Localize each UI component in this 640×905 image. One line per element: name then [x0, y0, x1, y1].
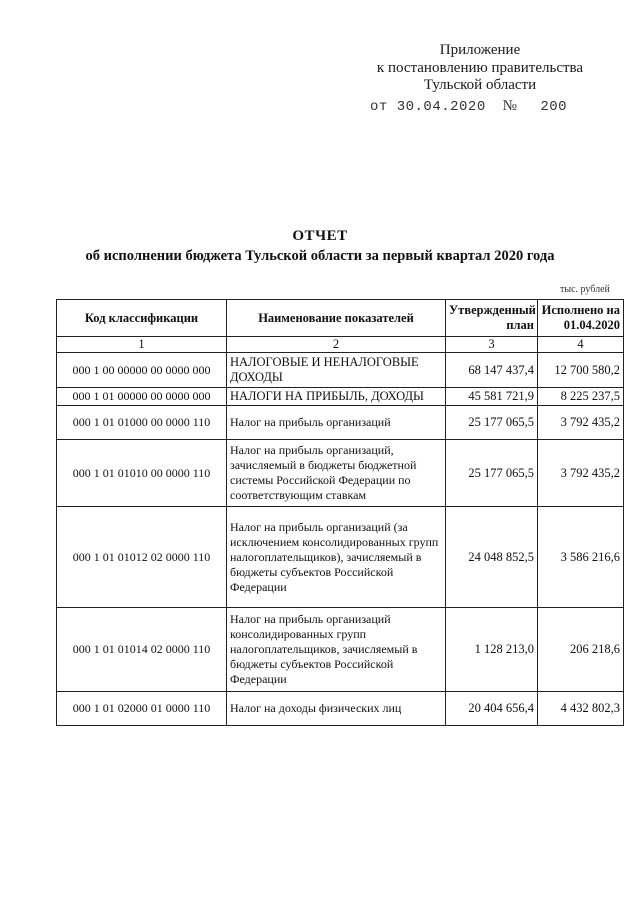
column-number: 3: [446, 337, 538, 353]
table-header-row: [57, 300, 624, 337]
table-row: [57, 692, 624, 726]
column-number-row: [57, 337, 624, 353]
column-number: 2: [227, 337, 446, 353]
row-plan: 25 177 065,5: [446, 440, 538, 507]
resolution-date: 30.04.2020: [396, 99, 486, 115]
row-code: 000 1 01 00000 00 0000 000: [57, 388, 227, 406]
row-code: 000 1 01 01012 02 0000 110: [57, 507, 227, 608]
table-row: [57, 353, 624, 388]
date-prefix: от: [370, 99, 388, 115]
row-done: 8 225 237,5: [538, 388, 624, 406]
appendix-date-line: [370, 98, 567, 115]
row-name: Налог на прибыль организаций (за исключением консолидированных групп налогоплательщиков), зачисляемый в бюджеты субъектов Российской Федерации: [227, 507, 446, 608]
appendix-block: [360, 42, 600, 95]
row-name: НАЛОГОВЫЕ И НЕНАЛОГОВЫЕ ДОХОДЫ: [227, 353, 446, 388]
row-plan: 24 048 852,5: [446, 507, 538, 608]
appendix-line-2: к постановлению правительства: [376, 59, 584, 76]
row-plan: 68 147 437,4: [446, 353, 538, 388]
header-done: Исполнено на 01.04.2020: [538, 300, 624, 337]
row-done: 12 700 580,2: [538, 353, 624, 388]
row-code: 000 1 01 01000 00 0000 110: [57, 406, 227, 440]
header-code: Код классификации: [57, 300, 227, 337]
row-done: 3 792 435,2: [538, 440, 624, 507]
table-row: [57, 406, 624, 440]
row-done: 4 432 802,3: [538, 692, 624, 726]
report-subtitle: об исполнении бюджета Тульской области за первый квартал 2020 года: [85, 248, 555, 264]
row-code: 000 1 01 01010 00 0000 110: [57, 440, 227, 507]
number-label: №: [502, 98, 518, 114]
row-plan: 1 128 213,0: [446, 608, 538, 692]
table-row: [57, 388, 624, 406]
appendix-line-3: Тульской области: [423, 77, 537, 93]
row-code: 000 1 01 01014 02 0000 110: [57, 608, 227, 692]
row-plan: 20 404 656,4: [446, 692, 538, 726]
budget-table: [56, 299, 624, 726]
row-done: 3 792 435,2: [538, 406, 624, 440]
row-plan: 25 177 065,5: [446, 406, 538, 440]
row-name: Налог на доходы физических лиц: [227, 692, 446, 726]
row-code: 000 1 00 00000 00 0000 000: [57, 353, 227, 388]
table-row: [57, 608, 624, 692]
appendix-line-1: Приложение: [439, 42, 521, 58]
report-title: ОТЧЕТ: [292, 228, 348, 244]
row-name: Налог на прибыль организаций консолидированных групп налогоплательщиков, зачисляемый в бюджеты субъектов Российской Федерации: [227, 608, 446, 692]
column-number: 4: [538, 337, 624, 353]
row-name: Налог на прибыль организаций, зачисляемый в бюджеты бюджетной системы Российской Федерации по соответствующим ставкам: [227, 440, 446, 507]
table-row: [57, 440, 624, 507]
row-done: 3 586 216,6: [538, 507, 624, 608]
row-code: 000 1 01 02000 01 0000 110: [57, 692, 227, 726]
header-name: Наименование показателей: [227, 300, 446, 337]
row-name: Налог на прибыль организаций: [227, 406, 446, 440]
row-done: 206 218,6: [538, 608, 624, 692]
resolution-number: 200: [540, 99, 568, 115]
units-label: тыс. рублей: [560, 284, 610, 295]
header-plan: Утвержденный план: [446, 300, 538, 337]
table-row: [57, 507, 624, 608]
column-number: 1: [57, 337, 227, 353]
row-plan: 45 581 721,9: [446, 388, 538, 406]
row-name: НАЛОГИ НА ПРИБЫЛЬ, ДОХОДЫ: [227, 388, 446, 406]
